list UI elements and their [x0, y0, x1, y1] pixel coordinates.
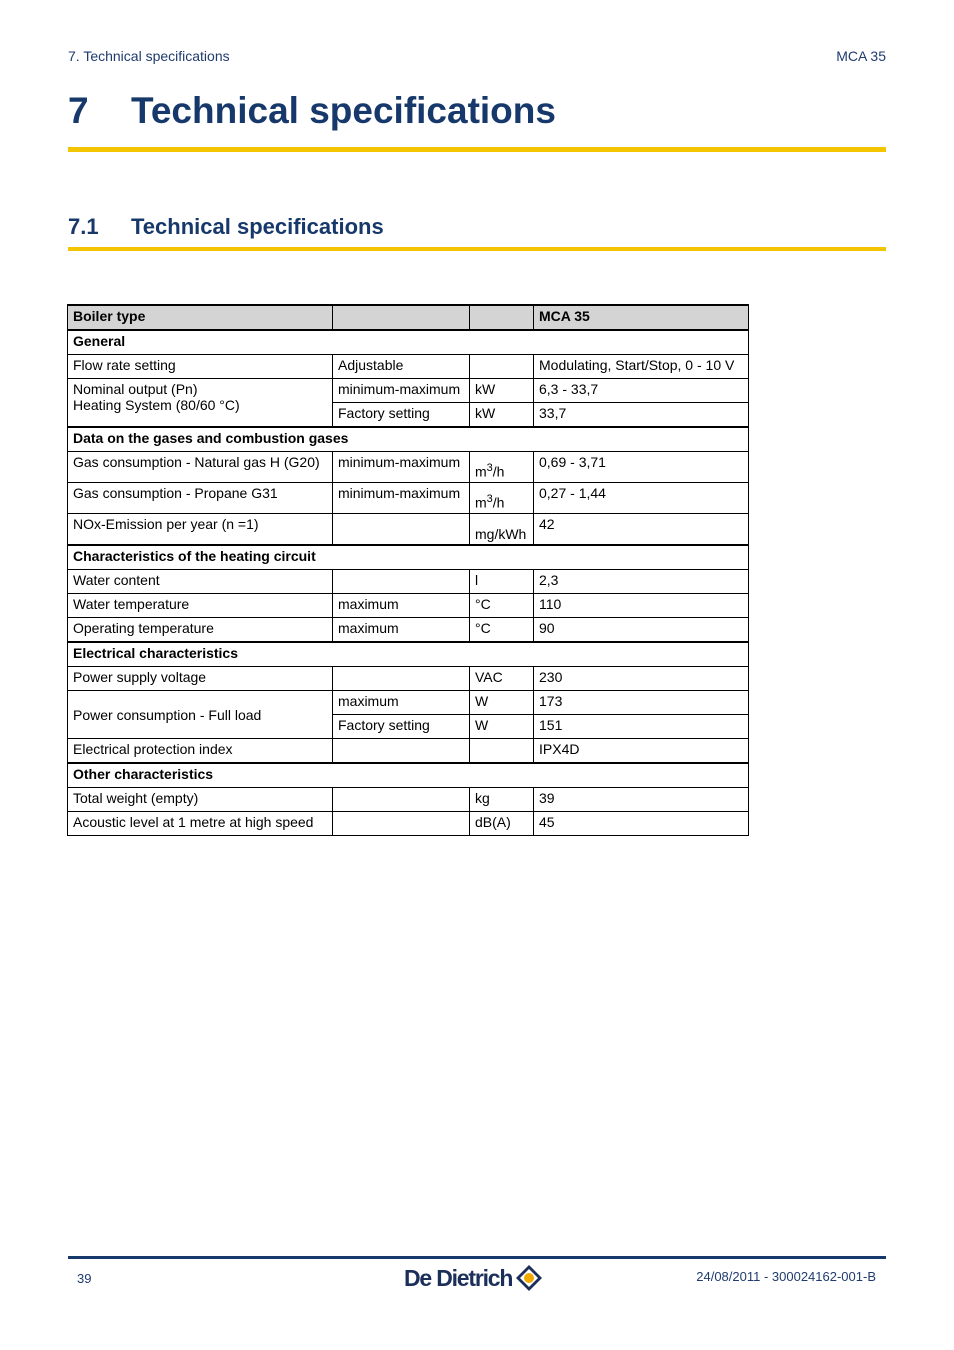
value-cell: 42	[534, 514, 749, 546]
chapter-rule	[68, 147, 886, 152]
unit-cell: W	[470, 715, 534, 739]
chapter-number: 7	[68, 90, 89, 131]
param-cell: Operating temperature	[68, 618, 333, 643]
unit-suffix: /h	[492, 495, 505, 511]
qualifier-cell	[333, 667, 470, 691]
value-cell: 173	[534, 691, 749, 715]
param-cell: Gas consumption - Propane G31	[68, 483, 333, 514]
qualifier-cell	[333, 739, 470, 764]
section-row-electrical	[68, 642, 749, 667]
value-cell: 110	[534, 594, 749, 618]
param-cell: Gas consumption - Natural gas H (G20)	[68, 452, 333, 483]
section-row-heating	[68, 545, 749, 570]
param-cell: Flow rate setting	[68, 355, 333, 379]
section-rule	[68, 247, 886, 251]
value-cell: IPX4D	[534, 739, 749, 764]
value-cell: 45	[534, 812, 749, 836]
param-cell: Electrical protection index	[68, 739, 333, 764]
section-label: Characteristics of the heating circuit	[68, 545, 749, 570]
qualifier-cell: maximum	[333, 691, 470, 715]
table-row	[68, 691, 749, 715]
table-row	[68, 452, 749, 483]
value-cell: 151	[534, 715, 749, 739]
document-reference: 24/08/2011 - 300024162-001-B	[696, 1269, 876, 1284]
value-cell: 0,27 - 1,44	[534, 483, 749, 514]
section-number: 7.1	[68, 214, 99, 239]
qualifier-cell: Factory setting	[333, 715, 470, 739]
value-cell: 6,3 - 33,7	[534, 379, 749, 403]
spec-table	[67, 304, 749, 836]
unit-cell: mg/kWh	[470, 514, 534, 546]
param-cell: Power supply voltage	[68, 667, 333, 691]
unit-suffix: /h	[492, 464, 505, 480]
qualifier-cell: minimum-maximum	[333, 452, 470, 483]
table-row	[68, 379, 749, 403]
section-row-other	[68, 763, 749, 788]
value-cell: 230	[534, 667, 749, 691]
header-cell: MCA 35	[534, 305, 749, 330]
value-cell: 0,69 - 3,71	[534, 452, 749, 483]
unit-base: m	[475, 495, 487, 511]
unit-cell: dB(A)	[470, 812, 534, 836]
value-cell: Modulating, Start/Stop, 0 - 10 V	[534, 355, 749, 379]
header-cell	[470, 305, 534, 330]
chapter-title-text: Technical specifications	[131, 90, 556, 131]
unit-cell: W	[470, 691, 534, 715]
value-cell: 33,7	[534, 403, 749, 428]
unit-cell: l	[470, 570, 534, 594]
table-row	[68, 667, 749, 691]
table-row	[68, 788, 749, 812]
unit-cell	[470, 452, 534, 483]
section-title	[68, 214, 384, 240]
section-title-text: Technical specifications	[131, 214, 384, 239]
table-row	[68, 812, 749, 836]
param-cell: Power consumption - Full load	[68, 691, 333, 739]
param-cell: Nominal output (Pn) Heating System (80/60 °C)	[68, 379, 333, 428]
unit-cell	[470, 483, 534, 514]
table-row	[68, 514, 749, 546]
qualifier-cell	[333, 514, 470, 546]
qualifier-cell	[333, 788, 470, 812]
brand-logo	[404, 1262, 544, 1294]
page-number: 39	[77, 1271, 92, 1286]
section-row-gases	[68, 427, 749, 452]
qualifier-cell: minimum-maximum	[333, 483, 470, 514]
qualifier-cell: minimum-maximum	[333, 379, 470, 403]
header-cell: Boiler type	[68, 305, 333, 330]
value-cell: 90	[534, 618, 749, 643]
section-label: General	[68, 330, 749, 355]
param-cell: NOx-Emission per year (n =1)	[68, 514, 333, 546]
footer-rule	[68, 1256, 886, 1259]
unit-cell	[470, 739, 534, 764]
value-cell: 2,3	[534, 570, 749, 594]
table-row	[68, 570, 749, 594]
qualifier-cell: maximum	[333, 594, 470, 618]
unit-cell: °C	[470, 618, 534, 643]
unit-cell: VAC	[470, 667, 534, 691]
section-label: Data on the gases and combustion gases	[68, 427, 749, 452]
unit-base: m	[475, 464, 487, 480]
header-cell	[333, 305, 470, 330]
param-cell: Acoustic level at 1 metre at high speed	[68, 812, 333, 836]
param-cell: Water temperature	[68, 594, 333, 618]
section-label: Other characteristics	[68, 763, 749, 788]
table-row	[68, 483, 749, 514]
section-label: Electrical characteristics	[68, 642, 749, 667]
de-dietrich-diamond-logo-icon	[514, 1263, 544, 1293]
unit-cell: °C	[470, 594, 534, 618]
section-row-general	[68, 330, 749, 355]
brand-name: De Dietrich	[404, 1264, 513, 1291]
param-cell: Water content	[68, 570, 333, 594]
running-header-section: 7. Technical specifications	[68, 48, 230, 64]
table-header-row	[68, 305, 749, 330]
qualifier-cell	[333, 570, 470, 594]
unit-cell: kg	[470, 788, 534, 812]
param-cell: Total weight (empty)	[68, 788, 333, 812]
table-row	[68, 355, 749, 379]
unit-cell: kW	[470, 379, 534, 403]
chapter-title	[68, 90, 556, 132]
running-header-product: MCA 35	[836, 48, 886, 64]
unit-cell	[470, 355, 534, 379]
value-cell: 39	[534, 788, 749, 812]
qualifier-cell	[333, 812, 470, 836]
qualifier-cell: Adjustable	[333, 355, 470, 379]
table-row	[68, 594, 749, 618]
qualifier-cell: Factory setting	[333, 403, 470, 428]
table-row	[68, 739, 749, 764]
table-row	[68, 618, 749, 643]
qualifier-cell: maximum	[333, 618, 470, 643]
unit-cell: kW	[470, 403, 534, 428]
